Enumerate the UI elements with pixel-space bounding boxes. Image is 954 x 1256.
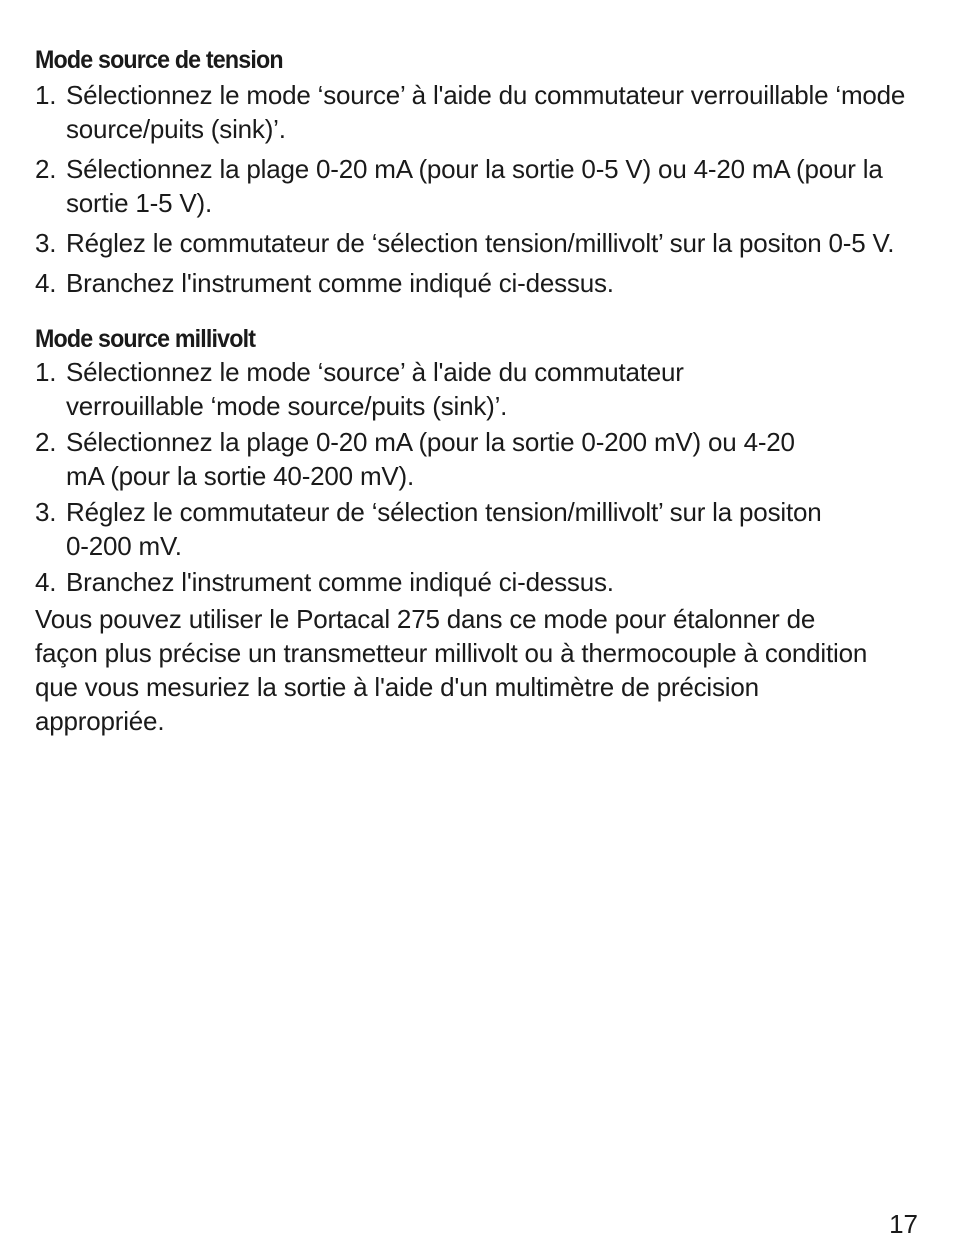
step-text: Sélectionnez le mode ‘source’ à l'aide du commutateur verrouillable ‘mode source/puits (sink)’. <box>66 80 906 144</box>
section-heading-voltage-source: Mode source de tension <box>35 46 283 74</box>
step-number: 2. <box>35 154 57 184</box>
step-number: 1. <box>35 80 57 110</box>
step-text: Branchez l'instrument comme indiqué ci-dessus. <box>66 567 614 597</box>
millivolt-source-steps <box>35 355 925 599</box>
step-number: 2. <box>35 427 57 457</box>
list-item <box>35 495 925 563</box>
step-text: Sélectionnez le mode ‘source’ à l'aide du commutateur verrouillable ‘mode source/puits (sink)’. <box>66 357 684 421</box>
step-number: 3. <box>35 228 57 258</box>
body-paragraph: Vous pouvez utiliser le Portacal 275 dans ce mode pour étalonner de façon plus précise un transmetteur millivolt ou à thermocouple à condition que vous mesuriez la sortie à l'aide d'un multimètre de précision appropriée. <box>35 604 868 736</box>
step-text: Réglez le commutateur de ‘sélection tension/millivolt’ sur la positon 0-5 V. <box>66 228 895 258</box>
list-item <box>35 226 925 260</box>
list-item <box>35 78 925 146</box>
page-number: 17 <box>889 1209 918 1239</box>
step-number: 3. <box>35 497 57 527</box>
list-item <box>35 152 925 220</box>
step-text: Réglez le commutateur de ‘sélection tension/millivolt’ sur la positon 0-200 mV. <box>66 497 822 561</box>
voltage-source-steps <box>35 78 925 300</box>
list-item <box>35 355 925 423</box>
step-number: 1. <box>35 357 57 387</box>
step-text: Sélectionnez la plage 0-20 mA (pour la sortie 0-200 mV) ou 4-20 mA (pour la sortie 40-200 mV). <box>66 427 795 491</box>
section-heading-millivolt-source: Mode source millivolt <box>35 325 256 353</box>
list-item <box>35 266 925 300</box>
step-number: 4. <box>35 268 57 298</box>
step-text: Sélectionnez la plage 0-20 mA (pour la sortie 0-5 V) ou 4-20 mA (pour la sortie 1-5 V). <box>66 154 883 218</box>
step-number: 4. <box>35 567 57 597</box>
step-text: Branchez l'instrument comme indiqué ci-dessus. <box>66 268 614 298</box>
list-item <box>35 565 925 599</box>
document-page <box>35 44 925 738</box>
list-item <box>35 425 925 493</box>
